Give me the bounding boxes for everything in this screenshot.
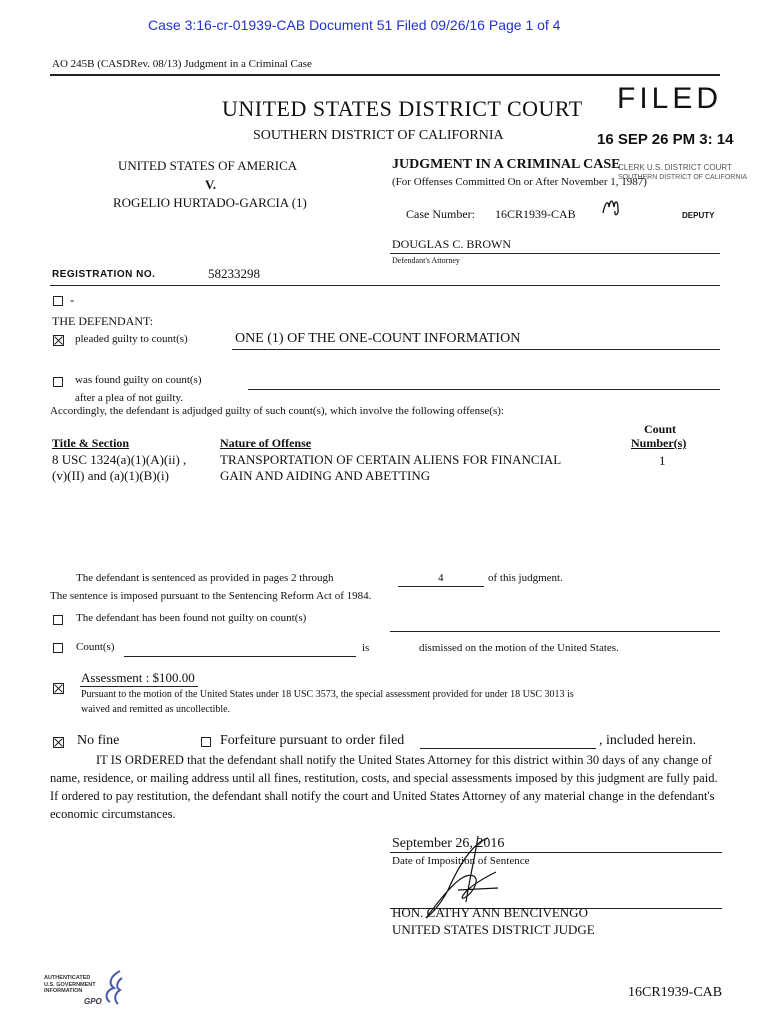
judgment-subtitle: (For Offenses Committed On or After November 1, 1987) [392, 176, 647, 188]
filed-stamp-clerk2: SOUTHERN DISTRICT OF CALIFORNIA [618, 174, 747, 181]
pleaded-guilty-value: ONE (1) OF THE ONE-COUNT INFORMATION [235, 331, 521, 346]
pages-suffix: of this judgment. [488, 572, 563, 584]
registration-rule [50, 285, 720, 286]
counts-dismissed-checkbox[interactable] [53, 643, 63, 653]
filed-stamp-deputy: DEPUTY [682, 211, 715, 220]
after-plea: after a plea of not guilty. [75, 392, 184, 404]
counts-label: Count(s) [76, 641, 115, 653]
court-district: SOUTHERN DISTRICT OF CALIFORNIA [253, 128, 504, 143]
accordingly-text: Accordingly, the defendant is adjudged guilty of such count(s), which involve the following offense(s): [50, 405, 504, 417]
pleaded-rule [232, 349, 720, 350]
assessment-label: Assessment : $100.00 [81, 670, 195, 685]
initials-mark [600, 195, 634, 217]
col-nature: Nature of Offense [220, 436, 312, 450]
found-guilty-checkbox[interactable] [53, 377, 63, 387]
versus: V. [205, 177, 216, 192]
form-id: AO 245B (CASDRev. 08/13) Judgment in a Criminal Case [52, 58, 312, 70]
assessment-checkbox[interactable] [53, 683, 64, 694]
col-count-2: Number(s) [631, 436, 687, 450]
is-text: is [362, 642, 370, 654]
judgment-title: JUDGMENT IN A CRIMINAL CASE [392, 157, 621, 172]
judge-title: UNITED STATES DISTRICT JUDGE [392, 922, 595, 937]
pleaded-guilty-checkbox[interactable] [53, 335, 64, 346]
assessment-rule [80, 686, 198, 687]
found-guilty-label: was found guilty on count(s) [75, 374, 202, 386]
registration-number: 58233298 [208, 266, 260, 281]
assessment-note-1: Pursuant to the motion of the United States under 18 USC 3573, the special assessment provided for under 18 USC 3013 is [81, 689, 574, 700]
pages-value: 4 [438, 572, 444, 584]
court-title: UNITED STATES DISTRICT COURT [222, 96, 583, 121]
footer-case-ref: 16CR1939-CAB [628, 985, 723, 1000]
blank-dash: - [70, 292, 75, 307]
gpo-text: AUTHENTICATED U.S. GOVERNMENT INFORMATION [44, 975, 96, 994]
included-text: , included herein. [599, 733, 697, 748]
found-guilty-rule [248, 389, 720, 390]
filed-stamp-date: 16 SEP 26 PM 3: 14 [597, 131, 734, 148]
assessment-note-2: waived and remitted as uncollectible. [81, 704, 231, 715]
not-guilty-rule [390, 631, 720, 632]
attorney-rule [390, 253, 720, 254]
pages-text: The defendant is sentenced as provided in pages 2 through [76, 572, 334, 584]
not-guilty-checkbox[interactable] [53, 615, 63, 625]
no-fine-label: No fine [77, 733, 120, 748]
forfeiture-label: Forfeiture pursuant to order filed [220, 733, 405, 748]
defendant-name: ROGELIO HURTADO-GARCIA (1) [113, 195, 307, 210]
not-guilty-label: The defendant has been found not guilty on count(s) [76, 612, 307, 624]
plaintiff: UNITED STATES OF AMERICA [118, 158, 298, 173]
no-fine-checkbox[interactable] [53, 737, 64, 748]
case-number-label: Case Number: [406, 207, 475, 221]
forfeiture-rule [420, 748, 596, 749]
defense-attorney: DOUGLAS C. BROWN [392, 237, 512, 251]
gpo-eagle-icon [100, 968, 130, 1008]
blank-checkbox[interactable] [53, 296, 63, 306]
offense-count: 1 [659, 453, 666, 468]
forfeiture-checkbox[interactable] [201, 737, 211, 747]
ordered-paragraph: IT IS ORDERED that the defendant shall notify the United States Attorney for this district within 30 days of any change of name, residence, or mailing address until all fines, restitution, costs, and special assessments imposed by this judgment are fully paid. If ordered to pay restitution, the defendant shall notify the court and United States Attorney of any material change in the defendant's economic circumstances. [50, 753, 718, 821]
registration-label: REGISTRATION NO. [52, 269, 156, 280]
offense-nature-1: TRANSPORTATION OF CERTAIN ALIENS FOR FINANCIAL [220, 452, 562, 467]
dismissed-text: dismissed on the motion of the United States. [419, 642, 619, 654]
sentence-date: September 26, 2016 [392, 836, 505, 851]
pages-rule [398, 586, 484, 587]
col-count-1: Count [644, 422, 677, 436]
attorney-label: Defendant's Attorney [392, 256, 460, 265]
reform-act: The sentence is imposed pursuant to the Sentencing Reform Act of 1984. [50, 590, 372, 602]
gpo-mark: GPO [84, 997, 102, 1006]
header-rule [50, 74, 720, 76]
pleaded-guilty-label: pleaded guilty to count(s) [75, 333, 188, 345]
counts-rule [124, 656, 356, 657]
offense-title-2: (v)(II) and (a)(1)(B)(i) [52, 468, 169, 483]
case-number: 16CR1939-CAB [495, 207, 576, 221]
filed-stamp-word: FILED [617, 82, 723, 115]
col-title-section: Title & Section [52, 436, 130, 450]
case-banner: Case 3:16-cr-01939-CAB Document 51 Filed 09/26/16 Page 1 of 4 [148, 17, 561, 33]
offense-nature-2: GAIN AND AIDING AND ABETTING [220, 468, 431, 483]
offense-title-1: 8 USC 1324(a)(1)(A)(ii) , [52, 452, 187, 467]
judge-name: HON. CATHY ANN BENCIVENGO [392, 905, 588, 920]
sentence-date-label: Date of Imposition of Sentence [392, 855, 530, 867]
filed-stamp-clerk1: CLERK U.S. DISTRICT COURT [618, 163, 732, 172]
defendant-heading: THE DEFENDANT: [52, 314, 154, 328]
